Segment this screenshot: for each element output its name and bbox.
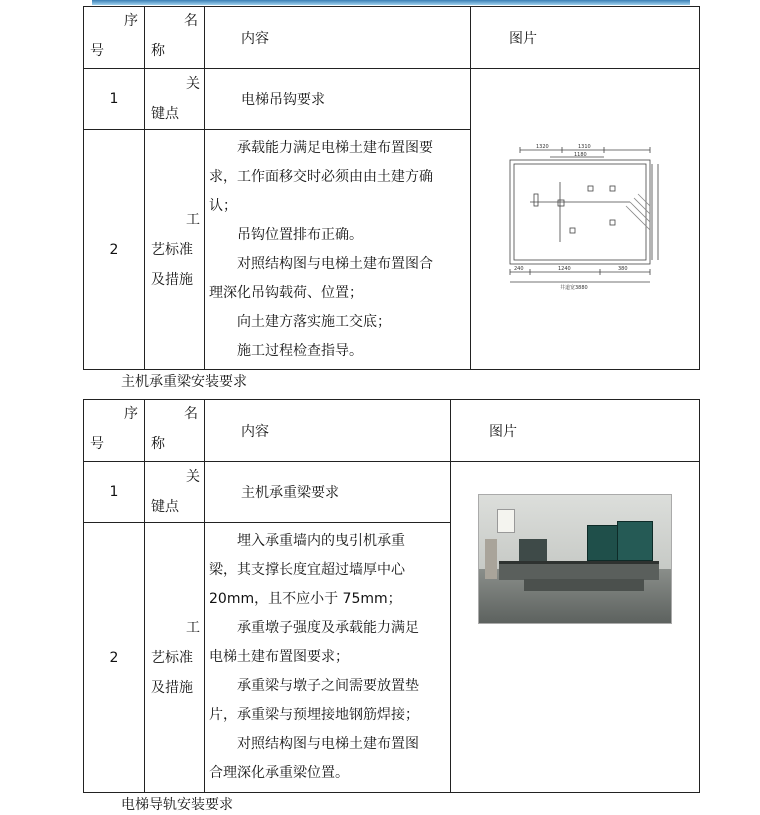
step-line: 电梯土建布置图要求；: [209, 649, 349, 665]
step-line: 合理深化承重梁位置。: [209, 765, 349, 781]
row-name: [145, 69, 205, 130]
step-line: 梁，其支撑长度宜超过墙厚中心: [209, 562, 405, 578]
dim-label-bottom: 240: [514, 266, 524, 272]
name-header: [145, 7, 205, 69]
row-name-line: 艺标准: [151, 649, 193, 666]
section-caption: 主机承重梁安装要求: [121, 374, 247, 390]
row-name-line: 键点: [151, 499, 179, 515]
step-line: 对照结构图与电梯土建布置图: [237, 736, 419, 752]
step-line: 吊钩位置排布正确。: [237, 226, 363, 243]
seq-header-top: 序: [124, 13, 138, 29]
hook-layout-diagram-cell: [471, 69, 700, 370]
step-line: 片，承重梁与预埋接地钢筋焊接；: [209, 707, 419, 723]
step-line: 对照结构图与电梯土建布置图合: [237, 255, 433, 272]
step-line: 求，工作面移交时必须由由土建方确: [209, 168, 433, 185]
page-header-bar: [92, 0, 690, 5]
dim-label-top: 1320: [536, 144, 549, 150]
step-line: 施工过程检查指导。: [237, 342, 363, 359]
row-name: [145, 130, 205, 370]
dim-label-top: 1310: [578, 144, 591, 150]
machine-room-beam-photo: [478, 494, 672, 624]
beam-photo-cell: [451, 462, 700, 793]
dim-label-top: 1180: [574, 152, 587, 158]
step-line: 理深化吊钩载荷、位置；: [209, 284, 363, 301]
row-content-title: 主机承重梁要求: [205, 462, 451, 523]
dim-label-total: 井道宽3880: [560, 285, 588, 291]
row-name-line: 工: [186, 619, 200, 636]
content-header: 内容: [205, 7, 471, 69]
row-number: 1: [84, 462, 145, 523]
table-header-row: [84, 7, 700, 69]
row-name-line: 关: [186, 469, 200, 485]
name-header-bottom: 称: [151, 43, 165, 59]
step-line: 埋入承重墙内的曳引机承重: [237, 533, 405, 549]
content-header: 内容: [205, 400, 451, 462]
seq-header-bottom: 号: [90, 43, 104, 59]
table-row: [84, 69, 700, 130]
step-line: 承重梁与墩子之间需要放置垫: [237, 678, 419, 694]
dim-label-bottom: 1240: [558, 266, 571, 272]
row-name-line: 及措施: [151, 679, 193, 696]
row-name-line: 键点: [151, 106, 179, 122]
step-line: 承载能力满足电梯土建布置图要: [237, 139, 433, 156]
row-number: 2: [84, 523, 145, 793]
seq-header: [84, 7, 145, 69]
step-line: 20mm，且不应小于 75mm；: [209, 591, 402, 607]
row-number: 2: [84, 130, 145, 370]
hook-requirements-table: [83, 6, 700, 370]
row-name-line: 工: [186, 211, 200, 228]
image-header: 图片: [471, 7, 700, 69]
name-header-top: 名: [184, 406, 198, 422]
step-line: 向土建方落实施工交底；: [237, 313, 391, 330]
image-header: 图片: [451, 400, 700, 462]
row-content-steps: [205, 130, 471, 370]
step-line: 承重墩子强度及承载能力满足: [237, 620, 419, 636]
name-header-top: 名: [184, 13, 198, 29]
step-line: 认；: [209, 197, 237, 214]
seq-header-bottom: 号: [90, 436, 104, 452]
section-caption: 电梯导轨安装要求: [121, 797, 233, 813]
row-content-steps: [205, 523, 451, 793]
hook-layout-diagram: [500, 142, 670, 292]
seq-header: [84, 400, 145, 462]
row-name-line: 艺标准: [151, 241, 193, 258]
name-header: [145, 400, 205, 462]
row-content-title: 电梯吊钩要求: [205, 69, 471, 130]
row-name: [145, 462, 205, 523]
dim-label-bottom: 380: [618, 266, 628, 272]
row-name-line: 及措施: [151, 271, 193, 288]
table-header-row: [84, 400, 700, 462]
row-number: 1: [84, 69, 145, 130]
row-name: [145, 523, 205, 793]
seq-header-top: 序: [124, 406, 138, 422]
row-name-line: 关: [186, 76, 200, 92]
name-header-bottom: 称: [151, 436, 165, 452]
beam-requirements-table: [83, 399, 700, 793]
table-row: [84, 462, 700, 523]
